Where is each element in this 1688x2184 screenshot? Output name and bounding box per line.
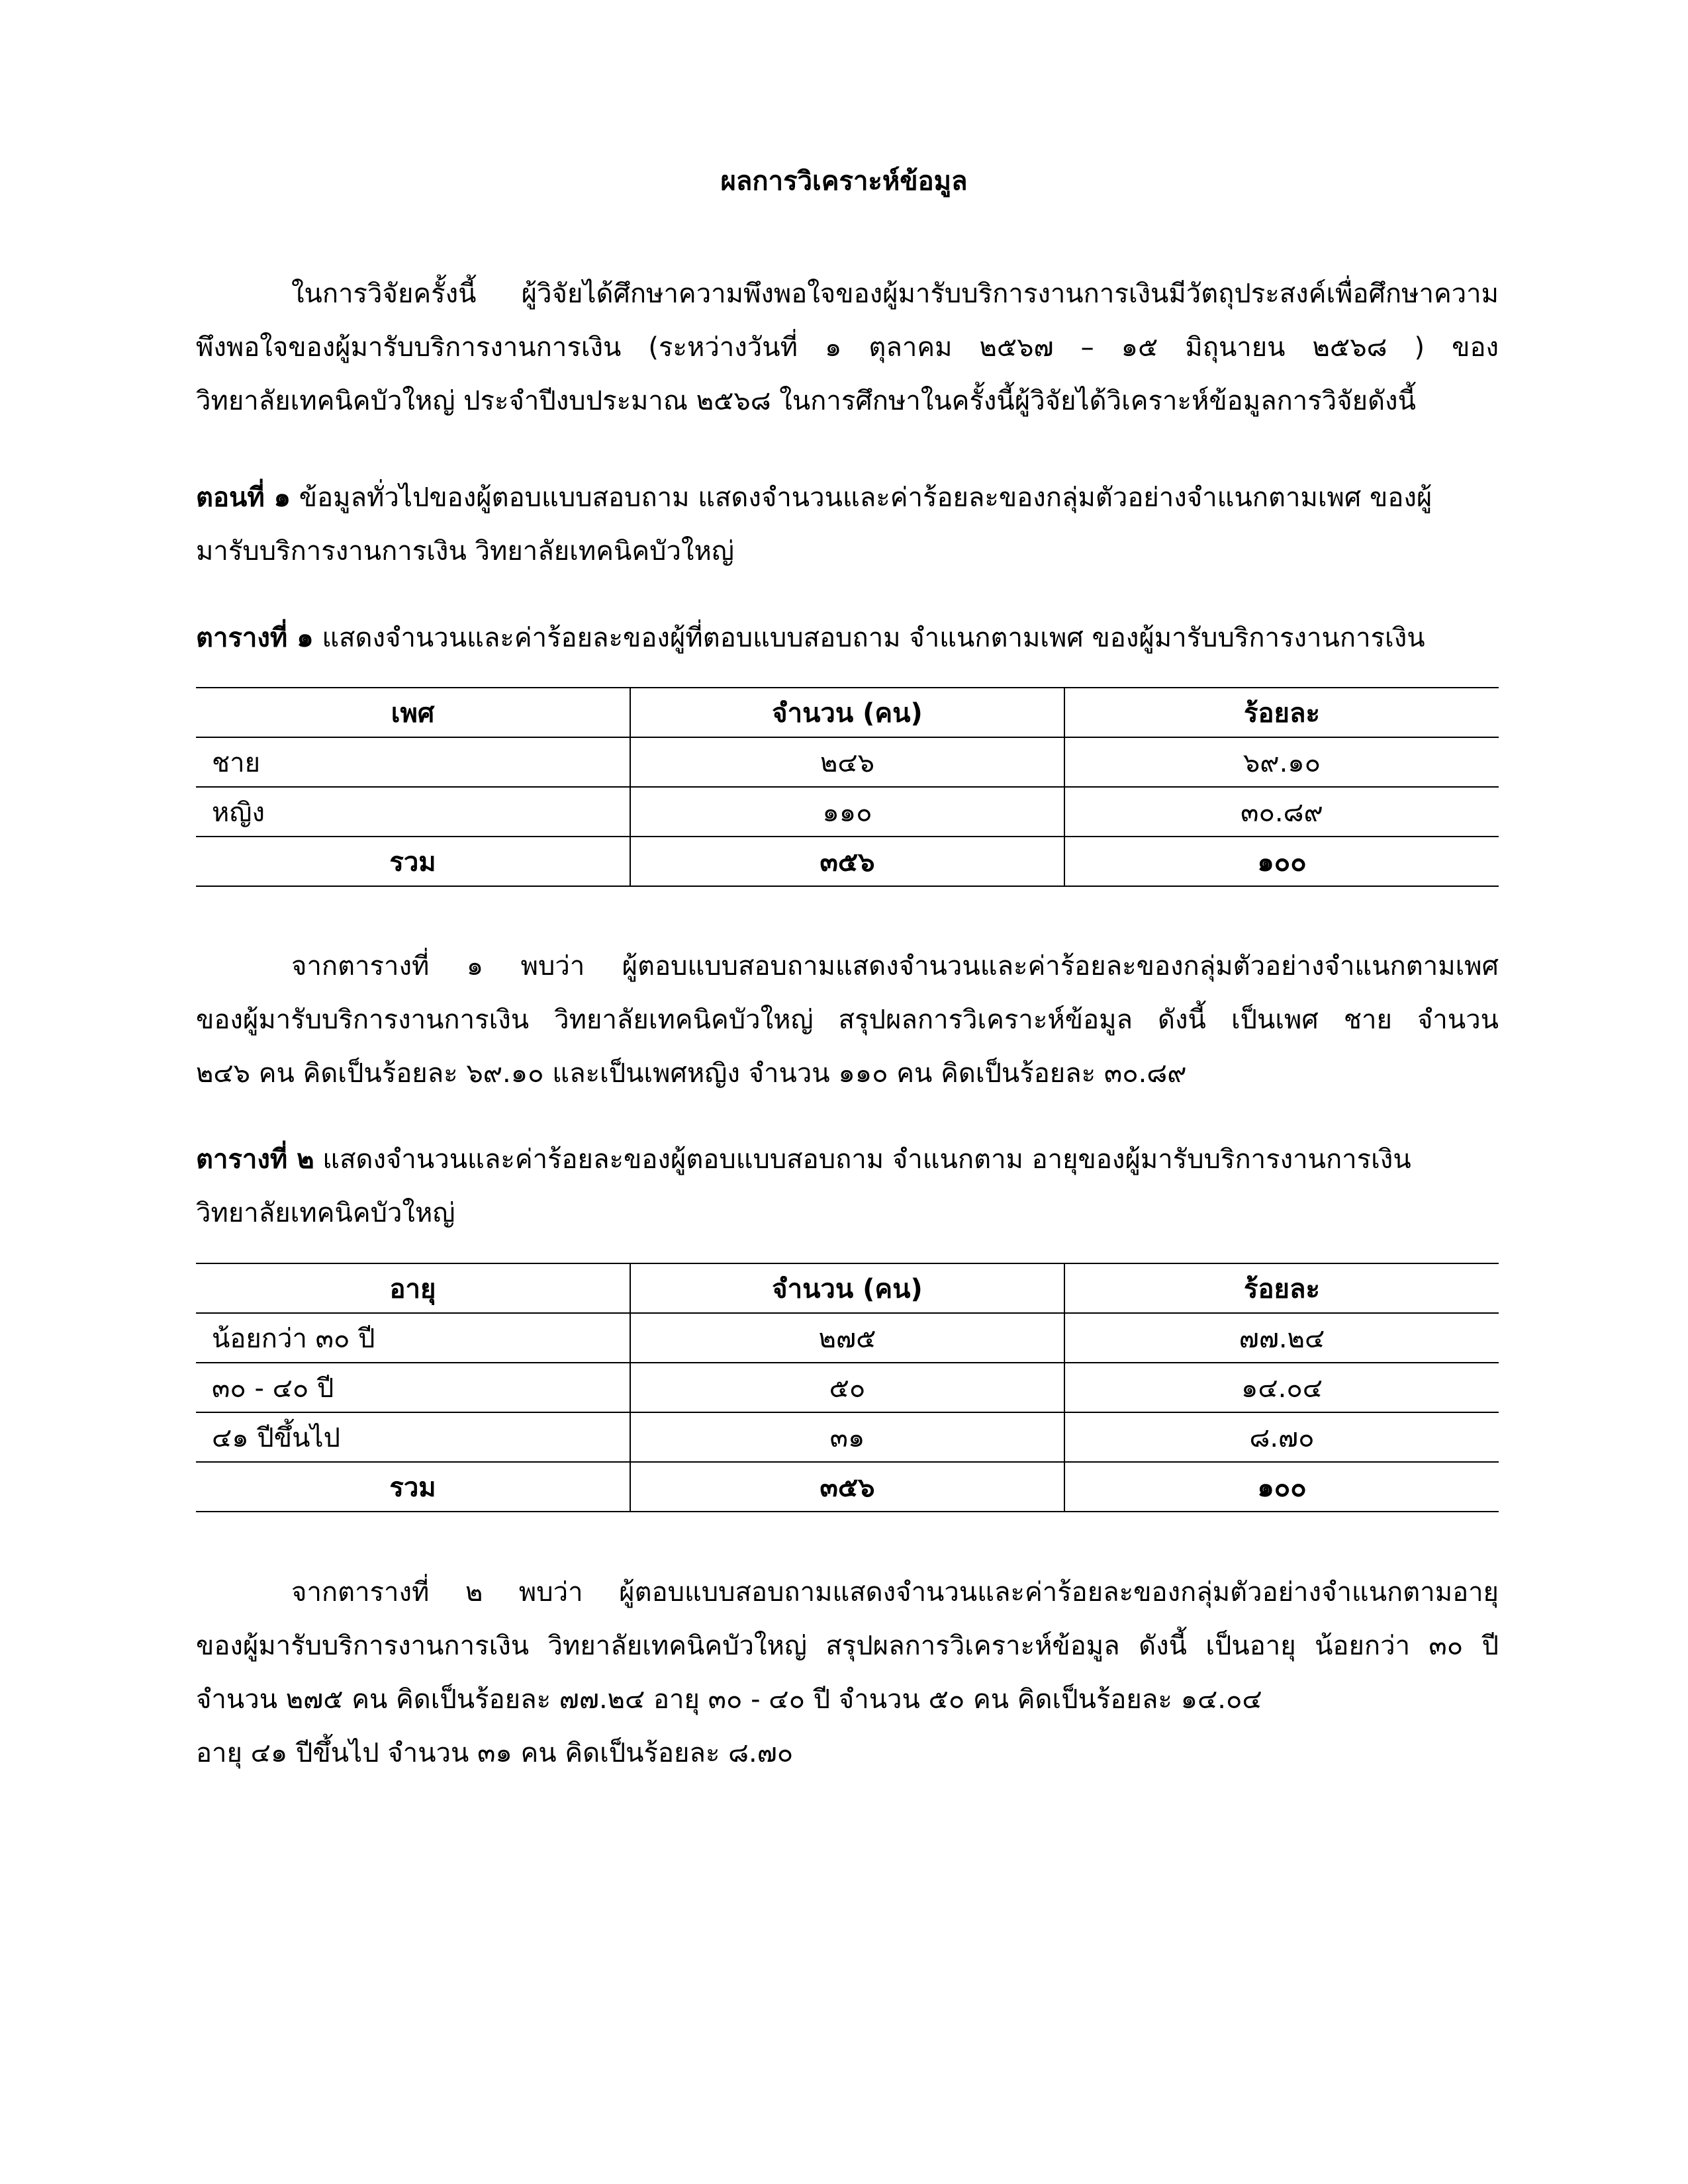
header-count: จำนวน (คน) xyxy=(630,688,1064,737)
table2-caption-text: แสดงจำนวนและค่าร้อยละของผู้ตอบแบบสอบถาม จำแนกตาม อายุของผู้มารับบริการงานการเงิน xyxy=(314,1144,1411,1175)
cell-percent: ๗๗.๒๔ xyxy=(1064,1313,1499,1363)
table1-caption-label: ตารางที่ ๑ xyxy=(196,623,314,653)
header-gender: เพศ xyxy=(196,688,630,737)
table-row xyxy=(196,787,1499,837)
header-percent: ร้อยละ xyxy=(1064,1263,1499,1313)
cell-count: ๕๐ xyxy=(630,1363,1064,1412)
table-header-row xyxy=(196,688,1499,737)
cell-age: น้อยกว่า ๓๐ ปี xyxy=(196,1313,630,1363)
table1-caption xyxy=(196,612,1499,665)
cell-total-count: ๓๕๖ xyxy=(630,837,1064,886)
cell-total-label: รวม xyxy=(196,1462,630,1512)
header-age: อายุ xyxy=(196,1263,630,1313)
cell-total-percent: ๑๐๐ xyxy=(1064,1462,1499,1512)
summary2-paragraph xyxy=(196,1566,1499,1780)
page-title: ผลการวิเคราะห์ข้อมูล xyxy=(720,166,968,197)
table2-caption-label: ตารางที่ ๒ xyxy=(196,1144,314,1175)
cell-gender: ชาย xyxy=(196,737,630,787)
summary2-line: จากตารางที่ ๒ พบว่า ผู้ตอบแบบสอบถามแสดงจำนวนและค่าร้อยละของกลุ่มตัวอย่างจำแนกตามอายุ xyxy=(291,1577,1499,1608)
cell-total-label: รวม xyxy=(196,837,630,886)
cell-age: ๔๑ ปีขึ้นไป xyxy=(196,1412,630,1462)
cell-age: ๓๐ - ๔๐ ปี xyxy=(196,1363,630,1412)
part1-paragraph xyxy=(196,471,1499,578)
header-percent: ร้อยละ xyxy=(1064,688,1499,737)
table2-caption xyxy=(196,1133,1499,1240)
cell-total-percent: ๑๐๐ xyxy=(1064,837,1499,886)
cell-percent: ๘.๗๐ xyxy=(1064,1412,1499,1462)
cell-percent: ๖๙.๑๐ xyxy=(1064,737,1499,787)
table-header-row xyxy=(196,1263,1499,1313)
intro-line: พึงพอใจของผู้มารับบริการงานการเงิน (ระหว่างวันที่ ๑ ตุลาคม ๒๕๖๗ – ๑๕ มิถุนายน ๒๕๖๘ ) ของ xyxy=(196,332,1499,363)
intro-line: วิทยาลัยเทคนิคบัวใหญ่ ประจำปีงบประมาณ ๒๕๖๘ ในการศึกษาในครั้งนี้ผู้วิจัยได้วิเคราะห์ข้อมูลการวิจัยดังนี้ xyxy=(196,386,1416,416)
table1-caption-text: แสดงจำนวนและค่าร้อยละของผู้ที่ตอบแบบสอบถาม จำแนกตามเพศ ของผู้มารับบริการงานการเงิน xyxy=(313,623,1425,653)
cell-gender: หญิง xyxy=(196,787,630,837)
cell-count: ๒๔๖ xyxy=(630,737,1064,787)
cell-percent: ๓๐.๘๙ xyxy=(1064,787,1499,837)
part1-text-line2: มารับบริการงานการเงิน วิทยาลัยเทคนิคบัวใหญ่ xyxy=(196,536,734,567)
header-count: จำนวน (คน) xyxy=(630,1263,1064,1313)
summary2-line: ของผู้มารับบริการงานการเงิน วิทยาลัยเทคนิคบัวใหญ่ สรุปผลการวิเคราะห์ข้อมูล ดังนี้ เป็นอายุ น้อยกว่า ๓๐ ปี xyxy=(196,1631,1499,1661)
table-total-row xyxy=(196,837,1499,886)
table-row xyxy=(196,1363,1499,1412)
table-total-row xyxy=(196,1462,1499,1512)
gender-table xyxy=(196,687,1499,887)
intro-paragraph xyxy=(196,267,1499,428)
cell-total-count: ๓๕๖ xyxy=(630,1462,1064,1512)
summary1-line: จากตารางที่ ๑ พบว่า ผู้ตอบแบบสอบถามแสดงจำนวนและค่าร้อยละของกลุ่มตัวอย่างจำแนกตามเพศ xyxy=(291,951,1499,981)
part1-text: ข้อมูลทั่วไปของผู้ตอบแบบสอบถาม แสดงจำนวนและค่าร้อยละของกลุ่มตัวอย่างจำแนกตามเพศ ของผู้ xyxy=(291,482,1432,513)
cell-percent: ๑๔.๐๔ xyxy=(1064,1363,1499,1412)
age-table xyxy=(196,1263,1499,1512)
cell-count: ๓๑ xyxy=(630,1412,1064,1462)
summary1-line: ๒๔๖ คน คิดเป็นร้อยละ ๖๙.๑๐ และเป็นเพศหญิง จำนวน ๑๑๐ คน คิดเป็นร้อยละ ๓๐.๘๙ xyxy=(196,1058,1187,1089)
part1-label: ตอนที่ ๑ xyxy=(196,482,291,513)
summary1-line: ของผู้มารับบริการงานการเงิน วิทยาลัยเทคนิคบัวใหญ่ สรุปผลการวิเคราะห์ข้อมูล ดังนี้ เป็นเพศ ชาย จำนวน xyxy=(196,1005,1499,1035)
table-row xyxy=(196,737,1499,787)
table-row xyxy=(196,1313,1499,1363)
cell-count: ๒๗๕ xyxy=(630,1313,1064,1363)
summary2-line: จำนวน ๒๗๕ คน คิดเป็นร้อยละ ๗๗.๒๔ อายุ ๓๐ - ๔๐ ปี จำนวน ๕๐ คน คิดเป็นร้อยละ ๑๔.๐๔ xyxy=(196,1684,1262,1715)
summary2-line: อายุ ๔๑ ปีขึ้นไป จำนวน ๓๑ คน คิดเป็นร้อยละ ๘.๗๐ xyxy=(196,1738,794,1768)
summary1-paragraph xyxy=(196,940,1499,1101)
table-row xyxy=(196,1412,1499,1462)
intro-line: ในการวิจัยครั้งนี้ ผู้วิจัยได้ศึกษาความพึงพอใจของผู้มารับบริการงานการเงินมีวัตถุประสงค์เพื่อศึกษาความ xyxy=(291,279,1499,309)
table2-caption-line2: วิทยาลัยเทคนิคบัวใหญ่ xyxy=(196,1198,455,1228)
cell-count: ๑๑๐ xyxy=(630,787,1064,837)
